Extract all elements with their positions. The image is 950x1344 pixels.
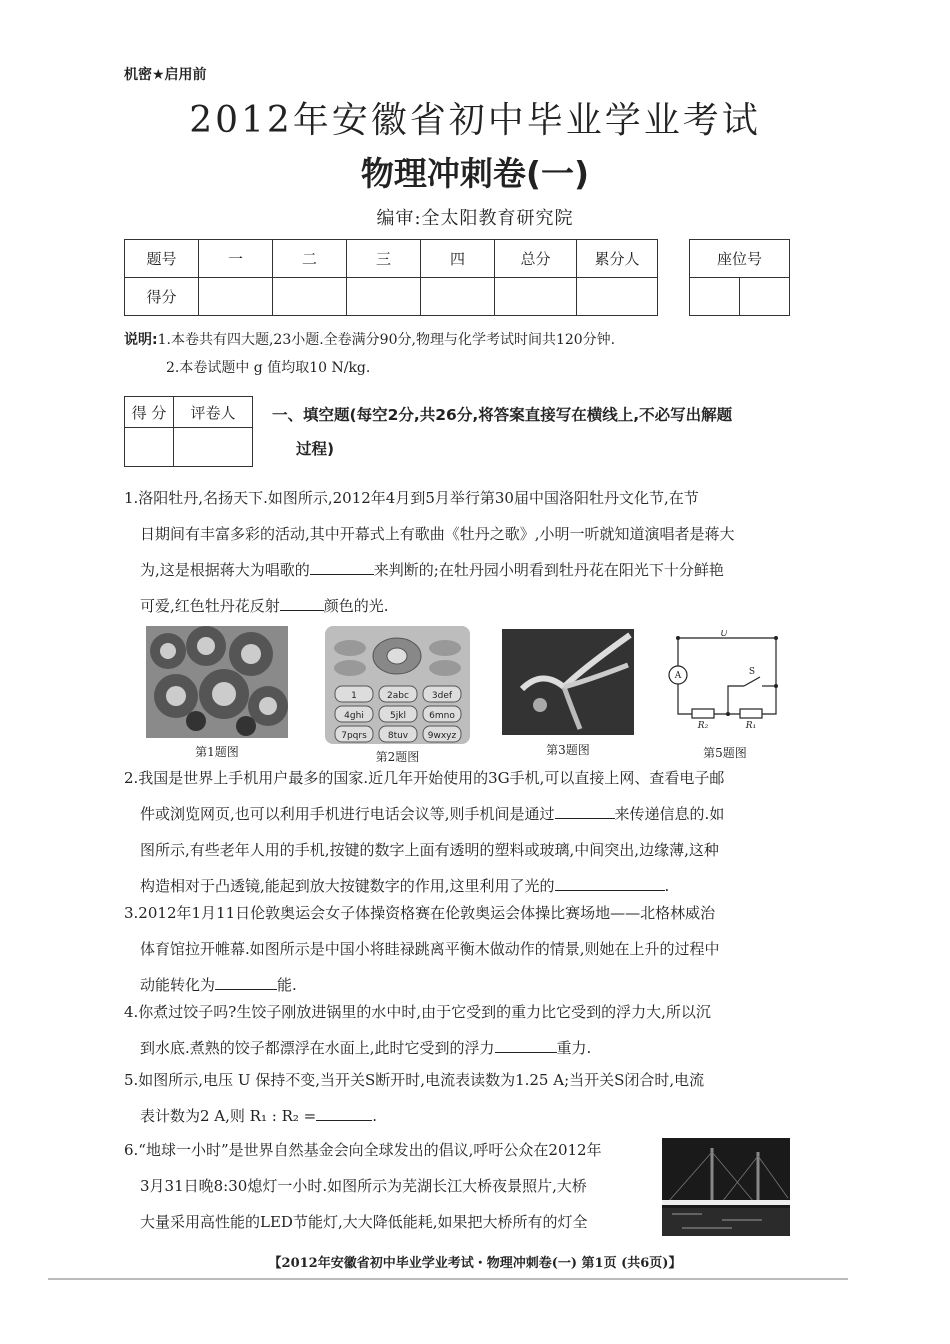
score-cell[interactable]	[199, 278, 273, 316]
note-line-1: 1.本卷共有四大题,23小题.全卷满分90分,物理与化学考试时间共120分钟.	[157, 332, 616, 348]
grader-score-label: 得 分	[125, 397, 174, 428]
q3-line: 3.2012年1月11日伦敦奥运会女子体操资格赛在伦敦奥运会体操比赛场地——北格林威治	[124, 904, 716, 922]
key-label: 1	[351, 691, 357, 701]
q4-text: 到水底.煮熟的饺子都漂浮在水面上,此时它受到的浮力	[140, 1039, 495, 1057]
fig1-caption: 第1题图	[195, 745, 239, 759]
seat-cell[interactable]	[740, 278, 790, 316]
q2-text: .	[664, 877, 670, 895]
answer-blank[interactable]	[215, 971, 277, 990]
score-cell[interactable]	[273, 278, 347, 316]
q1-text: 颜色的光.	[323, 597, 389, 615]
circuit-label-r2: R₂	[697, 721, 709, 731]
question-4	[124, 994, 792, 1066]
grader-table	[124, 396, 253, 467]
q3-text: 能.	[277, 976, 297, 994]
q3-text: 动能转化为	[140, 976, 216, 994]
q2-text: 件或浏览网页,也可以利用手机进行电话会议等,则手机间是通过	[140, 805, 555, 823]
answer-blank[interactable]	[280, 592, 324, 611]
exam-subtitle: 物理冲刺卷(一)	[360, 154, 590, 193]
score-header-cell: 二	[273, 240, 347, 278]
q2-line: 2.我国是世界上手机用户最多的国家.近几年开始使用的3G手机,可以直接上网、查看电子邮	[124, 769, 725, 787]
phone-keypad-photo	[325, 626, 470, 744]
q6-line: 3月31日晚8:30熄灯一小时.如图所示为芜湖长江大桥夜景照片,大桥	[140, 1177, 587, 1195]
score-cell[interactable]	[347, 278, 421, 316]
peony-photo	[146, 626, 288, 738]
notes-label: 说明:	[124, 332, 158, 348]
score-header-cell: 累分人	[577, 240, 658, 278]
q1-text: 为,这是根据蒋大为唱歌的	[140, 561, 310, 579]
confidential-mark: 机密★启用前	[124, 67, 207, 83]
seat-table	[689, 239, 790, 316]
q2-text: 构造相对于凸透镜,能起到放大按键数字的作用,这里利用了光的	[140, 877, 555, 895]
grader-name-label: 评卷人	[174, 397, 253, 428]
score-header-cell: 题号	[125, 240, 199, 278]
fig5-caption: 第5题图	[703, 746, 747, 760]
q6-line: 大量采用高性能的LED节能灯,大大降低能耗,如果把大桥所有的灯全	[140, 1213, 588, 1231]
answer-blank[interactable]	[555, 872, 665, 891]
question-1	[124, 480, 792, 624]
question-6	[124, 1132, 654, 1240]
answer-blank[interactable]	[555, 800, 615, 819]
score-header-cell: 总分	[495, 240, 577, 278]
grader-name-cell[interactable]	[174, 428, 253, 467]
score-cell[interactable]	[421, 278, 495, 316]
score-row-label: 得分	[125, 278, 199, 316]
fig2-caption: 第2题图	[375, 750, 420, 764]
circuit-label-a: A	[674, 671, 682, 681]
editor-line: 编审:全太阳教育研究院	[376, 208, 574, 229]
answer-blank[interactable]	[495, 1034, 557, 1053]
footer-divider	[48, 1278, 848, 1280]
section-1-heading	[272, 398, 802, 466]
key-label: 3def	[431, 691, 453, 701]
score-cell[interactable]	[495, 278, 577, 316]
score-cell[interactable]	[577, 278, 658, 316]
seat-cell[interactable]	[690, 278, 740, 316]
question-2	[124, 760, 792, 904]
section-1-line-2: 过程)	[296, 440, 335, 458]
exam-title: 2012年安徽省初中毕业学业考试	[189, 100, 761, 141]
question-5	[124, 1062, 792, 1134]
seat-label: 座位号	[690, 240, 790, 278]
score-header-cell: 四	[421, 240, 495, 278]
circuit-label-r1: R₁	[745, 721, 757, 731]
q2-text: 来传递信息的.如	[614, 805, 725, 823]
notes	[124, 326, 615, 382]
question-3	[124, 895, 792, 1003]
key-label: 8tuv	[387, 731, 409, 741]
key-label: 7pqrs	[341, 731, 367, 741]
circuit-label-u: U	[720, 630, 728, 639]
q5-line: 5.如图所示,电压 U 保持不变,当开关S断开时,电流表读数为1.25 A;当开关S闭合时,电流	[124, 1071, 705, 1089]
key-label: 5jkl	[390, 711, 406, 721]
q1-line: 1.洛阳牡丹,名扬天下.如图所示,2012年4月到5月举行第30届中国洛阳牡丹文化节,在节	[124, 489, 699, 507]
q3-line: 体育馆拉开帷幕.如图所示是中国小将眭禄跳离平衡木做动作的情景,则她在上升的过程中	[140, 940, 720, 958]
q5-text: .	[372, 1107, 378, 1125]
key-label: 6mno	[429, 711, 455, 721]
gymnast-photo	[502, 629, 634, 735]
section-1-line-1: 一、填空题(每空2分,共26分,将答案直接写在横线上,不必写出解题	[272, 406, 733, 424]
note-line-2: 2.本卷试题中 g 值均取10 N/kg.	[166, 360, 371, 376]
key-label: 2abc	[387, 691, 409, 701]
q1-text: 来判断的;在牡丹园小明看到牡丹花在阳光下十分鲜艳	[373, 561, 724, 579]
key-label: 4ghi	[344, 711, 364, 721]
score-table	[124, 239, 658, 316]
answer-blank[interactable]	[310, 556, 374, 575]
q1-line: 日期间有丰富多彩的活动,其中开幕式上有歌曲《牡丹之歌》,小明一听就知道演唱者是蒋大	[140, 525, 735, 543]
grader-score-cell[interactable]	[125, 428, 174, 467]
page-footer: 【2012年安徽省初中毕业学业考试・物理冲刺卷(一) 第1页 (共6页)】	[268, 1256, 682, 1271]
q1-text: 可爱,红色牡丹花反射	[140, 597, 280, 615]
q4-line: 4.你煮过饺子吗?生饺子刚放进锅里的水中时,由于它受到的重力比它受到的浮力大,所以沉	[124, 1003, 711, 1021]
fig3-caption: 第3题图	[546, 743, 590, 757]
key-label: 9wxyz	[427, 731, 457, 741]
circuit-label-s: S	[748, 667, 756, 677]
q2-line: 图所示,有些老年人用的手机,按键的数字上面有透明的塑料或玻璃,中间突出,边缘薄,这种	[140, 841, 719, 859]
q4-text: 重力.	[556, 1039, 592, 1057]
score-header-cell: 一	[199, 240, 273, 278]
bridge-night-photo	[662, 1138, 790, 1236]
score-header-cell: 三	[347, 240, 421, 278]
q5-text: 表计数为2 A,则 R₁ : R₂ =	[140, 1107, 317, 1125]
circuit-diagram	[664, 630, 786, 740]
q6-line: 6.“地球一小时”是世界自然基金会向全球发出的倡议,呼吁公众在2012年	[124, 1141, 602, 1159]
answer-blank[interactable]	[316, 1102, 372, 1121]
